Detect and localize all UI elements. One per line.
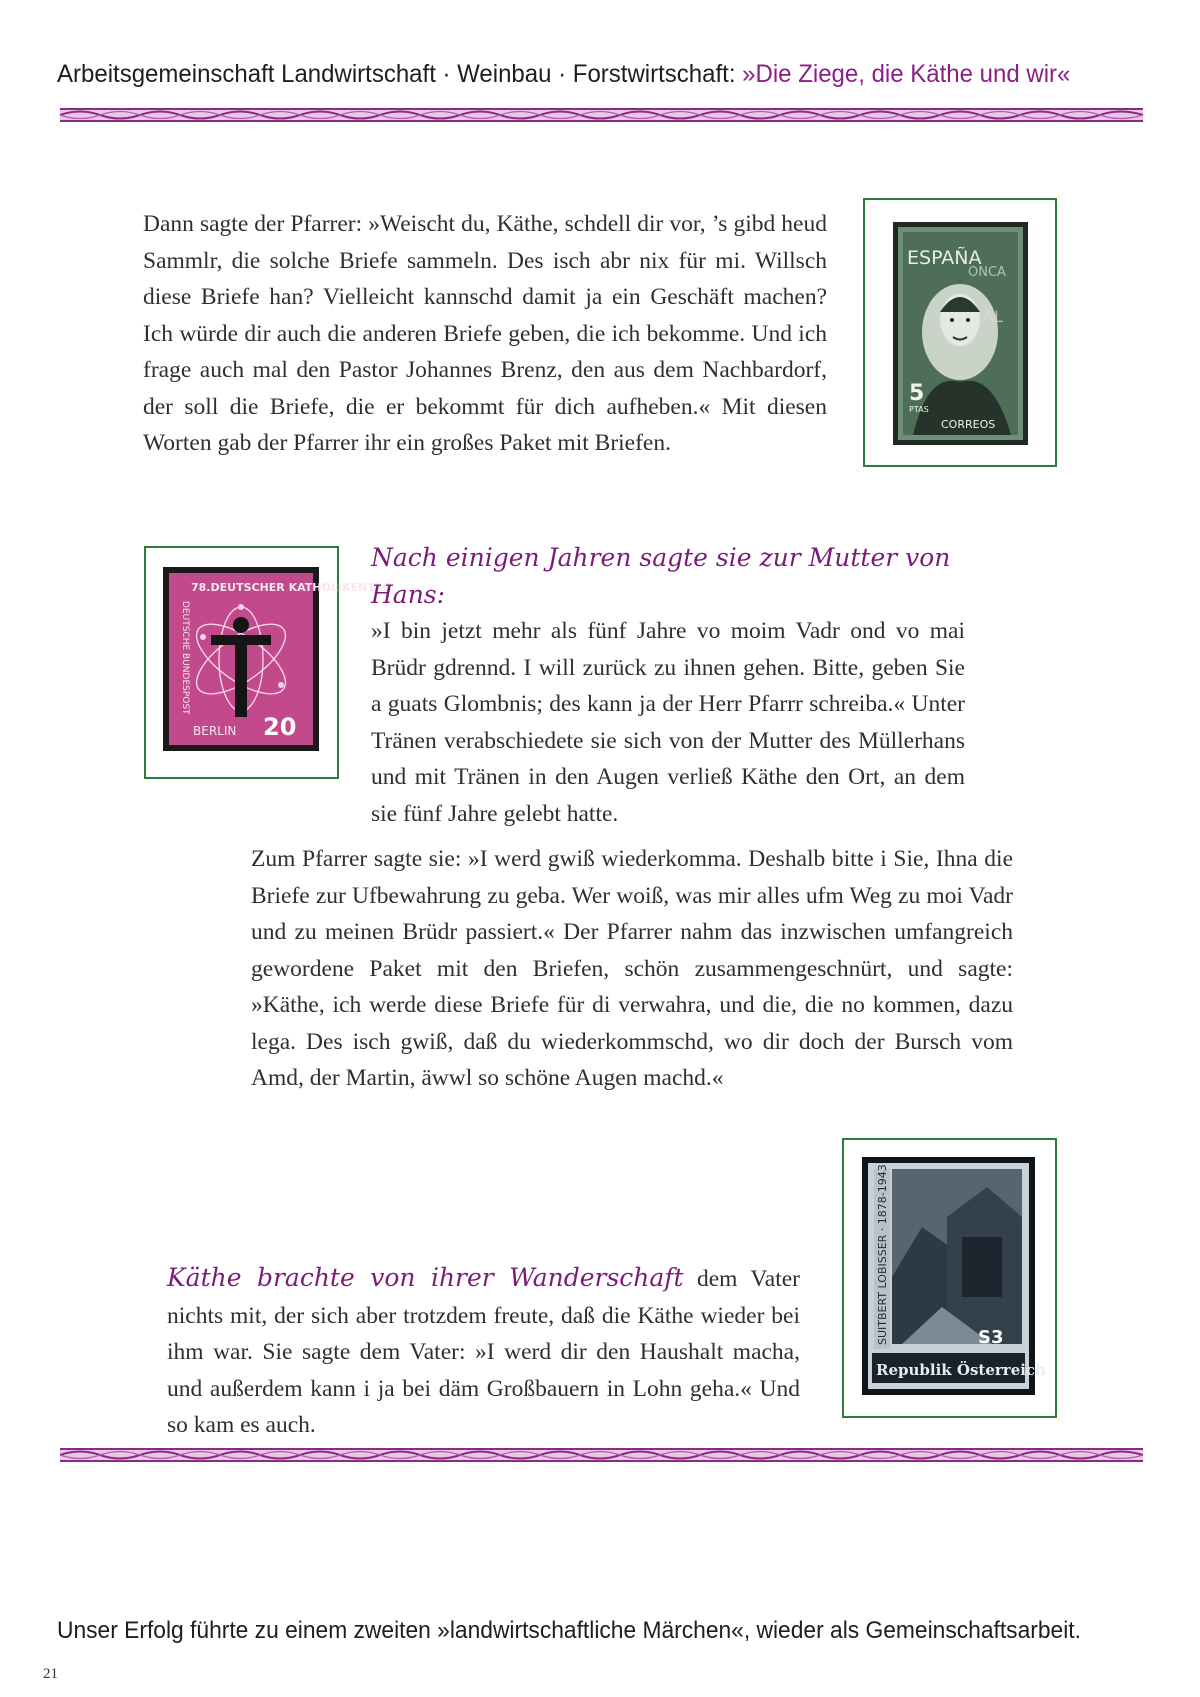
page-number: 21 [43, 1666, 58, 1682]
header-title-accent: »Die Ziege, die Käthe und wir« [742, 60, 1071, 88]
stamp-spain-cancel-2: AL [983, 307, 1003, 326]
paragraph-1: Dann sagte der Pfarrer: »Weischt du, Käthe, schdell dir vor, ’s gibd heud Sammlr, die solche Briefe sammeln. Des isch abr nix für mi. Willsch diese Briefe han? Vielleicht kannschd damit ja ein Geschäft machen? Ich würde dir auch die anderen Briefe geben, die ich bekomme. Und ich frage auch mal den Pastor Johannes Brenz, den aus dem Nachbardorf, der soll die Briefe, die er bekommt für dich aufheben.« Mit diesen Worten gab der Pfarrer ihr ein großes Paket mit Briefen. [143, 211, 827, 456]
paragraph-4 [167, 1260, 800, 1444]
stamp-austria-artist: SUITBERT LOBISSER · 1878-1943 [876, 1164, 889, 1345]
page-footer: Unser Erfolg führte zu einem zweiten »landwirtschaftliche Märchen«, wieder als Gemeinschaftsarbeit. [57, 1617, 1081, 1644]
stamp-germany-country: DEUTSCHE BUNDESPOST [180, 601, 190, 715]
stamp-austria [862, 1157, 1046, 1395]
page-header [57, 60, 1103, 89]
stamp-spain-postmark: CORREOS [941, 418, 996, 431]
stamp-spain-value: 5 [909, 381, 925, 406]
stamp-spain-cancel: ONCA [968, 265, 1006, 280]
top-ornament-border [60, 108, 1143, 122]
bottom-ornament-border [60, 1448, 1143, 1462]
paragraph-3: Zum Pfarrer sagte sie: »I werd gwiß wiederkomma. Deshalb bitte i Sie, Ihna die Briefe zur Ufbewahrung zu geba. Wer woiß, was mir alles ufm Weg zu moi Vadr und zu meinen Brüdr passiert.« Der Pfarrer nahm das inzwischen umfangreich gewordene Paket mit den Briefen, schön zusammengeschnürt, und sagte: »Käthe, ich werde diese Briefe für di verwahra, und die, die no kommen, dazu lega. Des isch gwiß, daß du wiederkommschd, wo dir doch der Bursch vom Amd, der Martin, äwwl so schöne Augen machd.« [251, 846, 1013, 1091]
stamp-germany-value: 20 [263, 713, 297, 741]
stamp-spain [893, 222, 1028, 445]
stamp-austria-country: Republik Österreich [876, 1361, 1046, 1379]
paragraph-2 [371, 540, 965, 832]
stamp-spain-currency: PTAS [909, 405, 929, 414]
stamp-spain-country: ESPAÑA [907, 247, 982, 269]
paragraph-2-body: »I bin jetzt mehr als fünf Jahre vo moim Vadr ond vo mai Brüdr gdrennd. I will zurück zu ihnen gehen. Bitte, geben Sie a guats Glombnis; des kann ja der Herr Pfarrr schreiba.« Unter Tränen verabschiedete sie sich von der Mutter des Müllerhans und mit Tränen in den Augen verließ Käthe den Ort, an dem sie fünf Jahre gelebt hatte. [371, 618, 965, 827]
paragraph-2-lead: Nach einigen Jahren sagte sie zur Mutter von Hans: [371, 543, 951, 609]
stamp-austria-value: S3 [978, 1327, 1004, 1348]
stamp-germany [163, 567, 392, 751]
stamp-germany-event: 78.DEUTSCHER KATHOLIKENTAG [191, 581, 392, 594]
header-title-prefix: Arbeitsgemeinschaft Landwirtschaft · Weinbau · Forstwirtschaft: [57, 60, 743, 88]
stamp-germany-city: BERLIN [193, 724, 237, 738]
paragraph-4-body: dem Vater nichts mit, der sich aber trotzdem freute, daß die Käthe wieder bei ihm war. Sie sagte dem Vater: »I werd dir den Haushalt macha, und außerdem kann i ja bei däm Großbauern in Lohn geha.« Und so kam es auch. [167, 1266, 800, 1438]
paragraph-4-lead: Käthe brachte von ihrer Wanderschaft [167, 1263, 684, 1292]
